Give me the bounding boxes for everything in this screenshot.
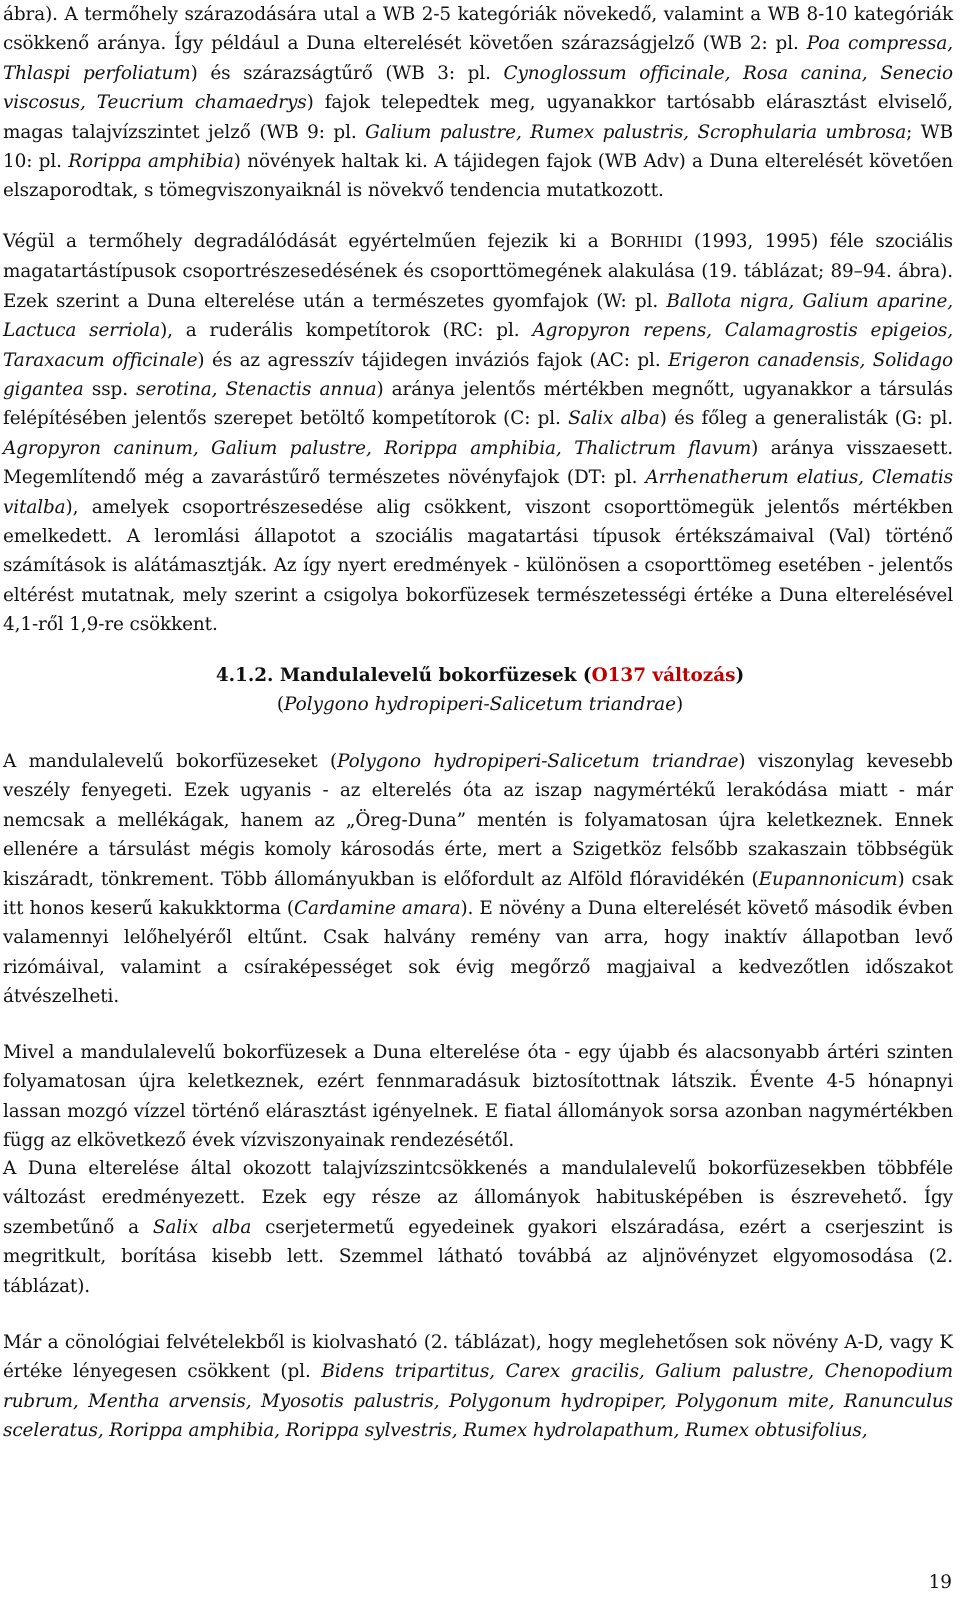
flora-region-name: Eupannonicum — [758, 868, 898, 890]
text-run: ), a ruderális kompetítorok (RC: pl. — [160, 320, 533, 342]
text-run: ) — [735, 665, 745, 686]
section-number: 4.1.2. — [215, 665, 280, 686]
text-run: Már a cönológiai felvételekből is kiolvasható (2. táblázat), hogy meglehetősen sok növény A-D, vagy K értéke lényegesen csökkent (pl. — [3, 1332, 953, 1383]
text-run: ábra). A termőhely szárazodására utal a WB 2-5 kategóriák növekedő, valamint a WB 8-10 kategóriák csökkenő aránya. Így például a Duna elterelését követően szárazságjelző (WB 2: pl. — [3, 4, 953, 55]
text-run: ) és szárazságtűrő (WB 3: pl. — [190, 62, 504, 84]
paragraph-cenological-records — [3, 1328, 953, 1446]
text-run: ), amelyek csoportrészesedése alig csökkent, viszont csoporttömegük jelentős mértékben emelkedett. A leromlási állapotot a szociális magatartási típusok értékszámaival (Val) történő számítások is alátámasztják. Az így nyert eredmények - különösen a csoporttömeg esetében - jelentős eltérést mutatnak, mely szerint a csigolya bokorfüzesek természetességi értéke a Duna elterelésével 4,1-ről 1,9-re csökkent. — [3, 496, 953, 636]
species-names: Bidens tripartitus, Carex gracilis, Galium palustre, Chenopodium rubrum, Mentha arvensis, Myosotis palustris, Polygonum hydropiper, Polygonum mite, Ranunculus sceleratus, Rorippa amphibia, Rorippa sylvestris, Rumex hydrolapathum, Rumex obtusifolius, — [3, 1361, 953, 1442]
paragraph-groundwater-effects — [3, 1154, 953, 1301]
text-run: ) és főleg a generalisták (G: pl. — [659, 408, 953, 430]
paragraph-wb-categories — [3, 0, 953, 206]
paragraph-almond-willow-threats — [3, 747, 953, 1012]
text-run: ) aránya visszaesett. Megemlítendő még a zavarástűrő természetes növényfajok (DT: pl. — [3, 437, 953, 489]
section-title — [0, 661, 960, 690]
habitat-code: O137 változás — [591, 665, 736, 686]
text-run: ) viszonylag kevesebb veszély fenyegeti. Ezek ugyanis - az elterelés óta az iszap nagymértékű lerakódása miatt - már nemcsak a mellékágak, hanem az „Öreg-Duna” mentén is folyamatosan újra keletkeznek. Ennek ellenére a társulást mégis komoly károsodás érte, mert a Szigetköz felsőbb szakaszain többségük kiszáradt, tönkrement. Több állományukban is előfordult az Alföld flóravidékén ( — [3, 751, 953, 890]
species-names: Ballota nigra, Galium aparine, Lactuca serriola — [3, 290, 953, 342]
association-name: Polygono hydropiperi-Salicetum triandrae — [337, 751, 739, 772]
text-run: A Duna elterelése által okozott talajvízszintcsökkenés a mandulalevelű bokorfüzesekben többféle változást eredményezett. Ezek egy része az állományok habitusképében is észrevehető. Így szembetűnő a — [3, 1158, 953, 1238]
text-run: Mivel a mandulalevelű bokorfüzesek a Duna elterelése óta - egy újabb és alacsonyabb ártéri szinten folyamatosan újra keletkeznek, ezért fennmaradásuk biztosítottnak látszik. Évente 4-5 hónapnyi lassan mozgó vízzel történő elárasztást igényelnek. E fiatal állományok sorsa azonban nagymértékben függ az elkövetkező évek vízviszonyainak rendezésétől. — [3, 1042, 953, 1152]
association-name: Polygono hydropiperi-Salicetum triandrae — [284, 694, 676, 715]
text-run: ( — [276, 694, 285, 715]
text-run: ) fajok telepedtek meg, ugyanakkor tartósabb elárasztást elviselő, magas talajvízszintet jelző (WB 9: pl. — [3, 92, 953, 143]
text-run: ssp. — [83, 379, 137, 401]
text-run: ) aránya jelentős mértékben megnőtt, ugyanakkor a társulás felépítésében jelentős szerepet betöltő kompetítorok (C: pl. — [3, 379, 953, 430]
species-names: Cardamine amara — [294, 898, 461, 920]
page-number: 19 — [928, 1572, 952, 1593]
paragraph-regeneration — [3, 1038, 953, 1156]
text-run: cserjetermetű egyedeinek gyakori elszáradása, ezért a cserjeszint is megritkult, borítása kisebb lett. Szemmel látható továbbá az aljnövényzet elgyomosodása (2. táblázat). — [3, 1216, 953, 1297]
text-run: ) — [675, 694, 684, 715]
species-names: Salix alba — [152, 1216, 252, 1238]
paragraph-social-behaviour-types — [3, 227, 953, 640]
text-run: ) csak itt honos keserű kakukktorma ( — [3, 868, 953, 920]
species-names: Erigeron canadensis, Solidago gigantea — [3, 349, 953, 401]
species-names: Agropyron repens, Calamagrostis epigeios, Taraxacum officinale — [3, 320, 954, 371]
species-names: serotina, Stenactis annua — [136, 379, 377, 401]
species-names: Arrhenatherum elatius, Clematis vitalba — [3, 467, 953, 518]
text-run: ; WB 10: pl. — [3, 121, 953, 173]
text-run: (1993, 1995) féle szociális magatartástípusok csoportrészesedésének és csoporttömegének alakulása (19. táblázat; 89–94. ábra). Ezek szerint a Duna elterelése után a természetes gyomfajok (W: pl. — [3, 231, 954, 312]
species-names: Rorippa amphibia — [68, 151, 234, 173]
text-run: A mandulalevelű bokorfüzeseket ( — [3, 751, 338, 772]
section-title-text: Mandulalevelű bokorfüzesek ( — [279, 665, 592, 686]
section-subtitle — [0, 690, 960, 719]
section-heading — [0, 661, 960, 719]
species-names: Galium palustre, Rumex palustris, Scrophularia umbrosa — [365, 121, 907, 143]
text-run: Végül a termőhely degradálódását egyértelműen fejezik ki a — [3, 231, 611, 252]
text-run: ). E növény a Duna elterelését követő második évben valamennyi lelőhelyéről eltűnt. Csak halvány remény van arra, hogy inaktív állapotban levő rizómáival, valamint a csíraképességet sok évig megőrző magjaival a kedvezőtlen időszakot átvészelheti. — [3, 898, 953, 1008]
species-names: Salix alba — [568, 408, 660, 430]
species-names: Cynoglossum officinale, Rosa canina, Senecio viscosus, Teucrium chamaedrys — [3, 62, 953, 114]
text-run: ) és az agresszív tájidegen inváziós fajok (AC: pl. — [197, 349, 669, 371]
text-run: ) növények haltak ki. A tájidegen fajok (WB Adv) a Duna elterelését követően elszaporodtak, s tömegviszonyaiknál is növekvő tendencia mutatkozott. — [3, 151, 953, 202]
species-names: Poa compressa, Thlaspi perfoliatum — [3, 33, 953, 84]
author-initial: B — [610, 231, 624, 252]
author-small-caps: ORHIDI — [623, 234, 683, 251]
species-names: Agropyron caninum, Galium palustre, Rorippa amphibia, Thalictrum flavum — [3, 437, 752, 459]
